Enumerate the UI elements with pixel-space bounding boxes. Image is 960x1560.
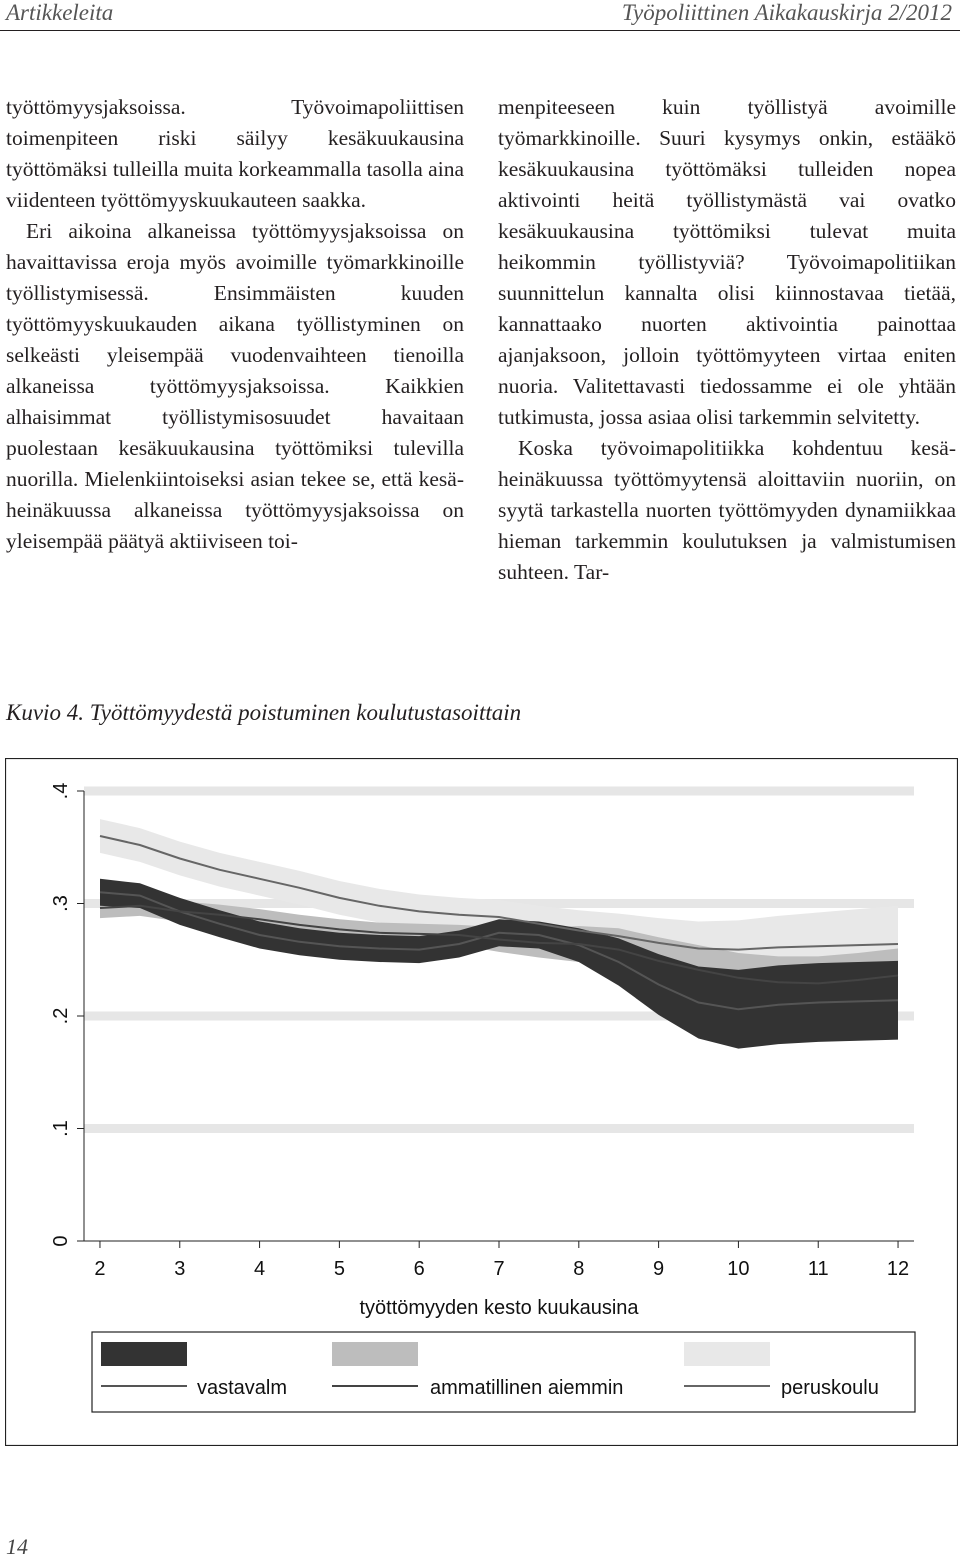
x-tick-label: 6	[413, 1258, 425, 1280]
legend	[92, 1332, 915, 1412]
x-tick-label: 9	[653, 1258, 665, 1280]
legend-label: ammatillinen aiemmin	[430, 1377, 624, 1399]
left-text-column	[6, 92, 464, 557]
x-tick-label: 11	[807, 1258, 829, 1280]
legend-label: peruskoulu	[781, 1377, 879, 1399]
y-tick-label: .4	[50, 782, 72, 800]
left-paragraph-2: Eri aikoina alkaneissa työttömyysjaksoissa on havaittavissa eroja myös avoimille työmarkkinoille työllistymisessä. Ensimmäisten kuuden työttömyyskuukauden aikana työllistyminen on selkeästi yleisempää vuodenvaihteen tienoilla alkaneissa työttömyysjaksoissa. Kaikkien alhaisimmat työllistymisosuudet havaitaan puolestaan kesäkuukausina työttömiksi tulevilla nuorilla. Mielenkiintoiseksi asian tekee se, että kesä-heinäkuussa alkaneissa työttömyysjaksoissa on yleisempää päätyä aktiiviseen toi-	[6, 219, 464, 553]
left-paragraph-1: työttömyysjaksoissa. Työvoimapoliittisen toimenpiteen riski säilyy kesäkuukausina työttömäksi tulleilla muita korkeammalla tasolla aina viidenteen työttömyyskuukauteen saakka.	[6, 95, 464, 212]
right-paragraph-2: Koska työvoimapolitiikka kohdentuu kesä-heinäkuussa työttömyytensä aloittaviin nuoriin, on syytä tarkastella nuorten työttömyyden dynamiikkaa hieman tarkemmin koulutuksen ja valmistumisen suhteen. Tar-	[498, 436, 956, 584]
right-paragraph-1: menpiteeseen kuin työllistyä avoimille työmarkkinoille. Suuri kysymys onkin, estääkö kesäkuukausina työttömäksi tulleiden nopea aktivointi heitä työllistymästä vai ovatko kesäkuukausina työttömiksi tulevat muita heikommin työllistyviä? Työvoimapolitiikan suunnittelun kannalta olisi kiinnostavaa tietää, kannattaako nuorten aktivointia painottaa ajanjaksoon, jolloin työttömyyteen virtaa eniten nuoria. Valitettavasti tiedossamme ei ole yhtään tutkimusta, jossa asiaa olisi tarkemmin selvitetty.	[498, 95, 956, 429]
figure-caption: Kuvio 4. Työttömyydestä poistuminen koulutustasoittain	[6, 700, 522, 725]
y-tick-label: .3	[50, 895, 72, 912]
x-tick-label: 7	[493, 1258, 505, 1280]
x-tick-label: 4	[254, 1258, 266, 1280]
right-text-column	[498, 92, 956, 588]
legend-label: vastavalm	[197, 1377, 288, 1399]
x-tick-label: 2	[94, 1258, 106, 1280]
legend-band-swatch	[684, 1342, 770, 1366]
figure	[5, 758, 958, 1451]
running-header	[0, 0, 960, 31]
legend-band-swatch	[101, 1342, 187, 1366]
y-tick-label: .1	[50, 1120, 72, 1137]
x-axis-title: työttömyyden kesto kuukausina	[359, 1297, 639, 1319]
x-tick-label: 10	[727, 1258, 750, 1280]
x-tick-label: 3	[174, 1258, 186, 1280]
y-tick-label: 0	[50, 1235, 72, 1247]
x-tick-label: 5	[333, 1258, 345, 1280]
line-chart	[5, 758, 958, 1446]
legend-box	[92, 1332, 915, 1412]
header-section-label: Artikkeleita	[6, 0, 114, 25]
x-tick-label: 8	[573, 1258, 585, 1280]
y-tick-label: .2	[50, 1007, 72, 1025]
legend-band-swatch	[332, 1342, 418, 1366]
x-tick-label: 12	[886, 1258, 910, 1280]
page-number: 14	[6, 1534, 28, 1559]
header-journal-title: Työpoliittinen Aikakauskirja 2/2012	[621, 0, 952, 25]
